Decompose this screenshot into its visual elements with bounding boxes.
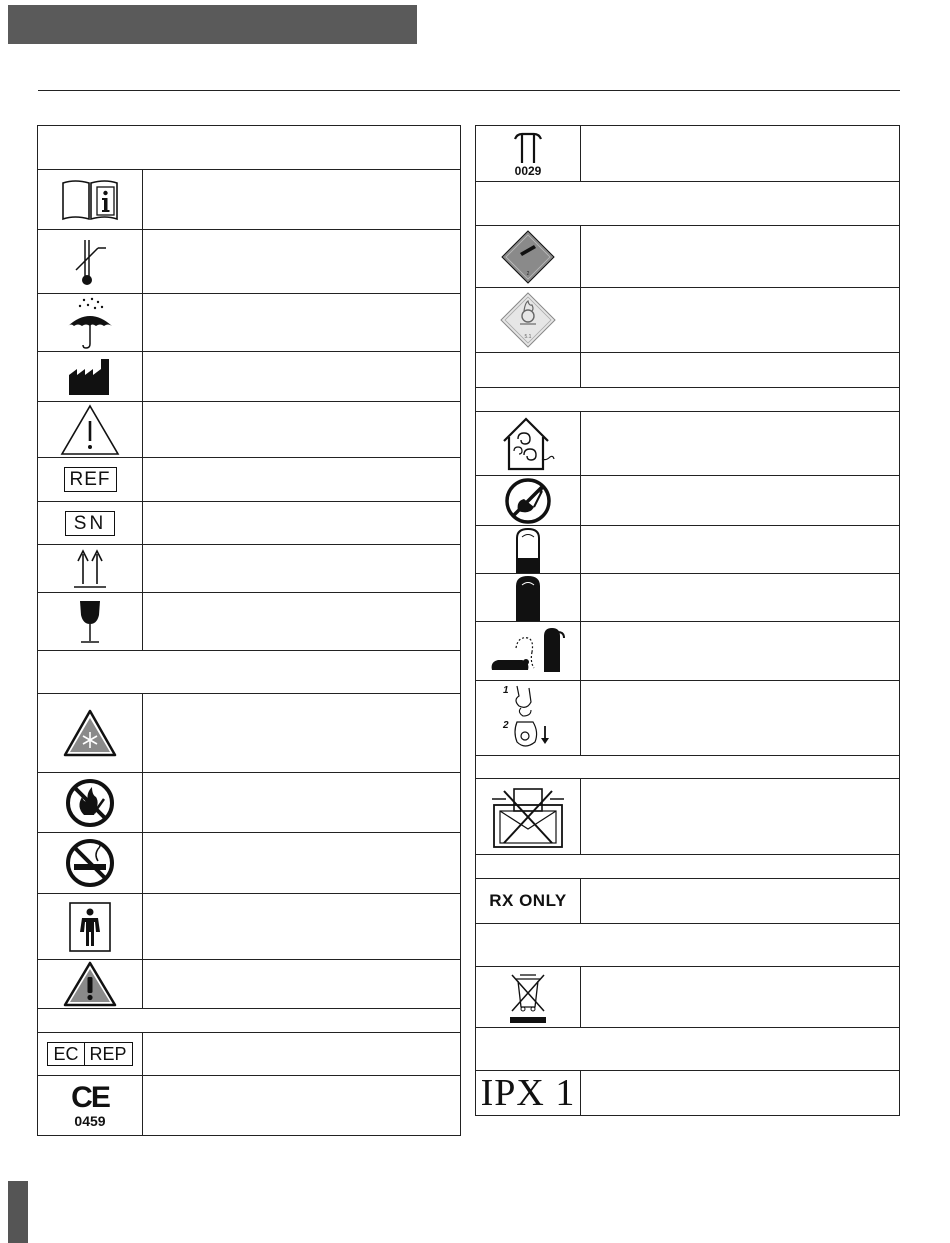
symbol-cell	[476, 1071, 581, 1115]
description-cell	[143, 960, 460, 1008]
table-row	[476, 1071, 899, 1115]
table-row	[38, 894, 460, 960]
header-bar	[8, 5, 417, 44]
table-row	[476, 779, 899, 855]
section-header-row	[476, 1028, 899, 1071]
description-cell	[581, 476, 899, 525]
cylinder-partial-fill-icon	[513, 526, 543, 574]
svg-text:5.1: 5.1	[524, 334, 532, 340]
table-row	[38, 960, 460, 1009]
upright-cylinder-storage-icon	[488, 626, 568, 676]
symbol-cell	[38, 545, 143, 592]
keep-dry-umbrella-icon	[64, 296, 116, 350]
low-temperature-warning-icon	[62, 708, 118, 758]
symbol-cell	[38, 773, 143, 832]
section-header-row	[38, 1009, 460, 1033]
ventilated-room-icon	[500, 415, 556, 473]
hydration-steps-icon	[497, 682, 559, 754]
manufacturer-icon	[67, 357, 113, 397]
table-row	[476, 967, 899, 1028]
ipx1-ingress-protection-icon: IPX 1	[480, 1072, 576, 1114]
table-row	[38, 502, 460, 545]
hydration-step-2-label: 2	[503, 720, 509, 731]
ce-notified-body-number: 0459	[74, 1112, 106, 1129]
symbol-cell	[476, 574, 581, 621]
fragile-glass-icon	[75, 597, 105, 647]
symbol-cell	[38, 694, 143, 772]
description-cell	[143, 773, 460, 832]
type-bf-applied-part-icon	[67, 900, 113, 954]
symbol-cell	[38, 170, 143, 229]
symbol-cell	[476, 622, 581, 680]
description-cell	[143, 894, 460, 959]
header-rule	[38, 90, 900, 91]
description-cell	[143, 593, 460, 650]
symbol-cell	[38, 294, 143, 351]
description-cell	[143, 352, 460, 401]
ec-rep-icon	[47, 1042, 132, 1066]
hydration-step-1-label: 1	[503, 685, 509, 696]
symbol-cell	[476, 476, 581, 525]
caution-triangle-icon	[59, 403, 121, 457]
table-row	[476, 622, 899, 681]
description-cell	[143, 230, 460, 293]
table-row	[476, 681, 899, 756]
table-row	[38, 170, 460, 230]
cylinder-full-icon	[513, 574, 543, 622]
table-row	[476, 126, 899, 182]
table-row	[38, 593, 460, 651]
description-cell	[143, 1076, 460, 1135]
description-cell	[143, 502, 460, 544]
table-row	[38, 1076, 460, 1135]
table-row	[38, 1033, 460, 1076]
symbol-cell	[476, 412, 581, 475]
table-row	[38, 773, 460, 833]
rx-only-icon: RX ONLY	[489, 891, 567, 910]
description-cell	[143, 833, 460, 893]
symbol-cell	[38, 458, 143, 501]
description-cell	[581, 526, 899, 573]
description-cell	[581, 412, 899, 475]
description-cell	[581, 879, 899, 923]
no-smoking-icon	[64, 837, 116, 889]
description-cell	[143, 402, 460, 457]
ec-rep-left-label: EC	[48, 1043, 84, 1065]
table-row	[476, 412, 899, 476]
symbol-cell	[38, 402, 143, 457]
symbol-cell	[38, 894, 143, 959]
symbol-cell	[476, 879, 581, 923]
symbols-table-right	[475, 125, 900, 1116]
section-header-row	[476, 924, 899, 967]
description-cell	[581, 622, 899, 680]
do-not-dispose-mail-icon	[490, 785, 566, 849]
description-cell	[581, 574, 899, 621]
serial-number-icon: SN	[65, 511, 115, 536]
description-cell	[143, 1033, 460, 1075]
symbols-table-left	[37, 125, 461, 1136]
description-cell	[581, 967, 899, 1027]
symbol-cell	[38, 833, 143, 893]
table-row	[38, 352, 460, 402]
description-cell	[581, 353, 899, 387]
symbol-cell	[38, 593, 143, 650]
section-header-row	[476, 388, 899, 412]
pressure-equipment-pi-icon	[511, 131, 545, 165]
description-cell	[581, 288, 899, 352]
no-open-flame-icon	[64, 777, 116, 829]
table-row	[476, 879, 899, 924]
symbol-cell	[476, 967, 581, 1027]
description-cell	[143, 458, 460, 501]
table-row	[38, 230, 460, 294]
table-row	[38, 833, 460, 894]
symbol-cell	[476, 526, 581, 573]
symbol-cell	[476, 288, 581, 352]
oxidizer-diamond-icon	[499, 291, 557, 349]
description-cell	[581, 779, 899, 854]
description-cell	[581, 681, 899, 755]
table-row	[38, 694, 460, 773]
description-cell	[581, 226, 899, 287]
section-header-row	[38, 651, 460, 694]
table-row	[38, 402, 460, 458]
non-flammable-gas-diamond-icon	[500, 229, 556, 285]
this-way-up-icon	[70, 548, 110, 590]
table-row	[476, 574, 899, 622]
symbol-cell	[476, 779, 581, 854]
weee-crossed-bin-icon	[506, 969, 550, 1025]
symbol-cell	[476, 126, 581, 181]
svg-text:2: 2	[526, 270, 530, 277]
description-cell	[581, 1071, 899, 1115]
page-edge-tab	[8, 1181, 28, 1243]
ec-rep-right-label: REP	[89, 1044, 127, 1064]
symbol-cell	[38, 1033, 143, 1075]
description-cell	[143, 545, 460, 592]
symbol-cell	[38, 502, 143, 544]
table-row	[476, 288, 899, 353]
symbol-cell	[38, 352, 143, 401]
table-row	[476, 526, 899, 574]
section-header-row	[38, 126, 460, 170]
symbol-cell	[38, 230, 143, 293]
description-cell	[143, 694, 460, 772]
description-cell	[143, 170, 460, 229]
symbol-cell	[476, 353, 581, 387]
general-warning-icon	[62, 960, 118, 1008]
description-cell	[143, 294, 460, 351]
section-header-row	[476, 182, 899, 226]
no-oil-grease-icon	[504, 477, 552, 525]
symbol-cell	[38, 1076, 143, 1135]
table-row	[38, 458, 460, 502]
pi-notified-body-number: 0029	[514, 163, 542, 178]
symbol-cell	[38, 960, 143, 1008]
table-row	[38, 294, 460, 352]
instructions-info-icon	[59, 177, 121, 223]
description-cell	[581, 126, 899, 181]
symbol-cell	[476, 226, 581, 287]
table-row	[38, 545, 460, 593]
symbol-cell	[476, 681, 581, 755]
table-row	[476, 476, 899, 526]
table-row	[476, 226, 899, 288]
section-header-row	[476, 855, 899, 879]
section-header-row	[476, 756, 899, 779]
ref-catalog-icon: REF	[64, 467, 117, 492]
temperature-limit-icon	[70, 236, 110, 288]
ce-mark-icon: CE	[71, 1080, 109, 1114]
table-row	[476, 353, 899, 388]
